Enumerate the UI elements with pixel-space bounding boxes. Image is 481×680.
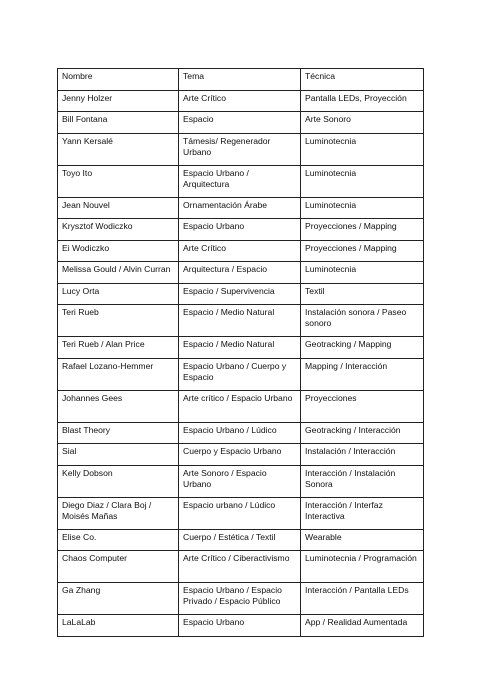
table-row <box>58 615 424 637</box>
cell-tecnica: Geotracking / Mapping <box>301 337 424 359</box>
cell-tema: Arte Crítico <box>179 90 301 112</box>
cell-tema: Espacio Urbano / Espacio Privado / Espacio Público <box>179 583 301 615</box>
table-row <box>58 444 424 466</box>
cell-nombre: Lucy Orta <box>58 283 179 305</box>
cell-nombre: Ei Wodiczko <box>58 240 179 262</box>
table-row <box>58 583 424 615</box>
cell-tecnica: Luminotecnia <box>301 133 424 165</box>
cell-tema: Espacio Urbano / Arquitectura <box>179 165 301 197</box>
cell-nombre: Krysztof Wodiczko <box>58 219 179 241</box>
header-cell-tema: Tema <box>179 69 301 91</box>
cell-tecnica: Proyecciones / Mapping <box>301 240 424 262</box>
table-row <box>58 358 424 390</box>
table-row <box>58 219 424 241</box>
cell-tecnica: Wearable <box>301 529 424 551</box>
cell-tema: Cuerpo y Espacio Urbano <box>179 444 301 466</box>
cell-tema: Arquitectura / Espacio <box>179 262 301 284</box>
cell-tema: Cuerpo / Estética / Textil <box>179 529 301 551</box>
cell-tecnica: App / Realidad Aumentada <box>301 615 424 637</box>
cell-nombre: Jean Nouvel <box>58 197 179 219</box>
cell-tema: Espacio / Medio Natural <box>179 337 301 359</box>
table-row <box>58 90 424 112</box>
cell-tema: Espacio / Medio Natural <box>179 305 301 337</box>
cell-nombre: Blast Theory <box>58 422 179 444</box>
table-row <box>58 165 424 197</box>
header-cell-tecnica: Técnica <box>301 69 424 91</box>
cell-tema: Espacio Urbano <box>179 615 301 637</box>
cell-nombre: LaLaLab <box>58 615 179 637</box>
cell-tecnica: Instalación / Interacción <box>301 444 424 466</box>
cell-nombre: Teri Rueb <box>58 305 179 337</box>
cell-tecnica: Proyecciones / Mapping <box>301 219 424 241</box>
cell-tema: Arte Crítico <box>179 240 301 262</box>
cell-tecnica: Luminotecnia / Programación <box>301 551 424 583</box>
cell-tecnica: Textil <box>301 283 424 305</box>
cell-tema: Espacio Urbano <box>179 219 301 241</box>
cell-nombre: Jenny Holzer <box>58 90 179 112</box>
cell-nombre: Teri Rueb / Alan Price <box>58 337 179 359</box>
cell-nombre: Johannes Gees <box>58 390 179 422</box>
cell-nombre: Diego Diaz / Clara Boj / Moisés Mañas <box>58 497 179 529</box>
table-row <box>58 262 424 284</box>
artists-table <box>57 68 424 637</box>
cell-tecnica: Interacción / Interfaz Interactiva <box>301 497 424 529</box>
cell-tema: Espacio urbano / Lúdico <box>179 497 301 529</box>
cell-tecnica: Interacción / Pantalla LEDs <box>301 583 424 615</box>
cell-tecnica: Luminotecnia <box>301 197 424 219</box>
table-row <box>58 305 424 337</box>
table-row <box>58 551 424 583</box>
cell-tema: Arte crítico / Espacio Urbano <box>179 390 301 422</box>
cell-tecnica: Instalación sonora / Paseo sonoro <box>301 305 424 337</box>
table-row <box>58 529 424 551</box>
cell-tecnica: Arte Sonoro <box>301 112 424 134</box>
cell-tema: Espacio / Supervivencia <box>179 283 301 305</box>
table-row <box>58 133 424 165</box>
cell-tema: Espacio <box>179 112 301 134</box>
table-row <box>58 497 424 529</box>
cell-nombre: Toyo Ito <box>58 165 179 197</box>
cell-tema: Espacio Urbano / Cuerpo y Espacio <box>179 358 301 390</box>
cell-nombre: Rafael Lozano-Hemmer <box>58 358 179 390</box>
cell-nombre: Ga Zhang <box>58 583 179 615</box>
cell-nombre: Sial <box>58 444 179 466</box>
cell-tema: Espacio Urbano / Lúdico <box>179 422 301 444</box>
cell-tecnica: Geotracking / Interacción <box>301 422 424 444</box>
cell-tema: Arte Crítico / Ciberactivismo <box>179 551 301 583</box>
table-row <box>58 240 424 262</box>
cell-nombre: Chaos Computer <box>58 551 179 583</box>
cell-nombre: Kelly Dobson <box>58 465 179 497</box>
cell-nombre: Bill Fontana <box>58 112 179 134</box>
table-row <box>58 465 424 497</box>
table-header-row <box>58 69 424 91</box>
table-row <box>58 337 424 359</box>
table-row <box>58 422 424 444</box>
cell-nombre: Melissa Gould / Alvin Curran <box>58 262 179 284</box>
cell-nombre: Yann Kersalé <box>58 133 179 165</box>
cell-tecnica: Mapping / Interacción <box>301 358 424 390</box>
cell-tema: Támesis/ Regenerador Urbano <box>179 133 301 165</box>
cell-tema: Ornamentación Árabe <box>179 197 301 219</box>
cell-tema: Arte Sonoro / Espacio Urbano <box>179 465 301 497</box>
cell-tecnica: Pantalla LEDs, Proyección <box>301 90 424 112</box>
table-row <box>58 283 424 305</box>
cell-tecnica: Luminotecnia <box>301 165 424 197</box>
cell-tecnica: Luminotecnia <box>301 262 424 284</box>
table-row <box>58 390 424 422</box>
cell-nombre: Elise Co. <box>58 529 179 551</box>
cell-tecnica: Interacción / Instalación Sonora <box>301 465 424 497</box>
table-row <box>58 112 424 134</box>
header-cell-nombre: Nombre <box>58 69 179 91</box>
cell-tecnica: Proyecciones <box>301 390 424 422</box>
table-row <box>58 197 424 219</box>
